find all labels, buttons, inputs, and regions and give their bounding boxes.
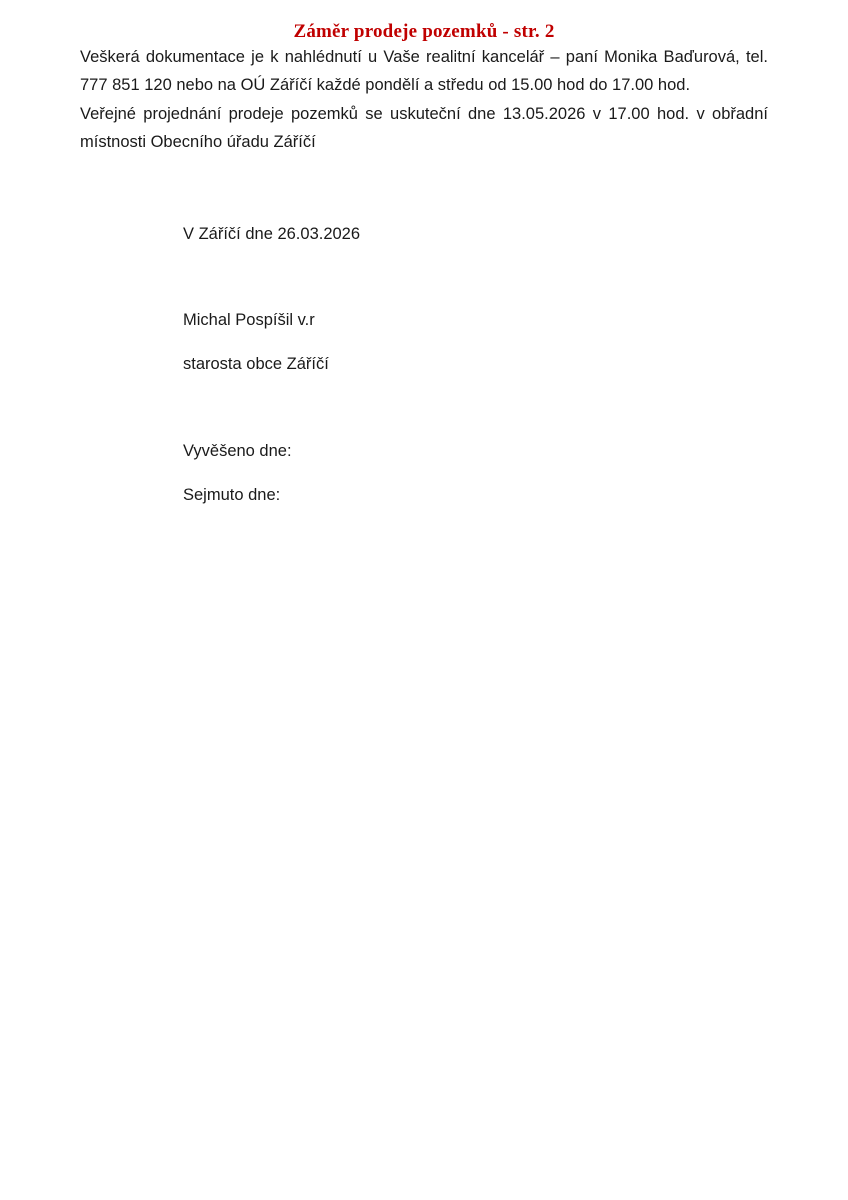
paragraph-documentation-info: Veškerá dokumentace je k nahlédnutí u Vaše realitní kancelář – paní Monika Baďurová, tel. 777 851 120 nebo na OÚ Záříčí každé pondělí a středu od 15.00 hod do 17.00 hod. [80,48,768,95]
signature-name: Michal Pospíšil v.r [183,310,315,329]
paragraph-public-hearing: Veřejné projednání prodeje pozemků se uskuteční dne 13.05.2026 v 17.00 hod. v obřadní místnosti Obecního úřadu Záříčí [80,104,768,152]
signature-role: starosta obce Záříčí [183,355,329,374]
closing-block [80,220,768,510]
removed-on-label: Sejmuto dne: [183,486,281,504]
place-and-date: V Záříčí dne 26.03.2026 [183,224,361,243]
posted-on-label: Vyvěšeno dne: [183,441,292,460]
document-body [0,43,848,509]
page-title: Záměr prodeje pozemků - str. 2 [293,21,555,42]
